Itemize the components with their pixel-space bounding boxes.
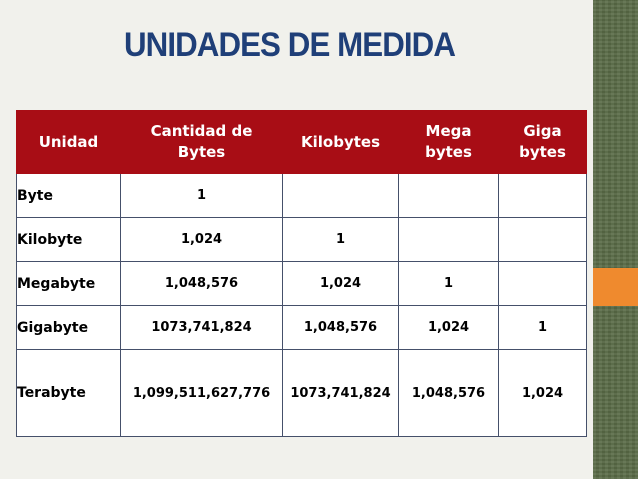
megabytes-cell: 1,024 [399, 306, 499, 350]
megabytes-cell [399, 174, 499, 218]
unit-name-cell: Byte [17, 174, 121, 218]
bytes-cell: 1 [121, 174, 283, 218]
kilobytes-cell: 1 [283, 218, 399, 262]
header-label: Mega [425, 122, 472, 140]
table-row [17, 218, 587, 262]
bytes-cell: 1,048,576 [121, 262, 283, 306]
kilobytes-cell: 1,048,576 [283, 306, 399, 350]
unit-name-cell: Megabyte [17, 262, 121, 306]
table-row [17, 174, 587, 218]
units-table [16, 110, 587, 437]
header-label: Bytes [177, 143, 226, 161]
gigabytes-cell [499, 262, 587, 306]
header-kilobytes [283, 111, 399, 174]
unit-name-cell: Gigabyte [17, 306, 121, 350]
megabytes-cell [399, 218, 499, 262]
header-megabytes [399, 111, 499, 174]
header-label: Cantidad de [150, 122, 253, 140]
table-header-row [17, 111, 587, 174]
kilobytes-cell: 1073,741,824 [283, 350, 399, 437]
kilobytes-cell [283, 174, 399, 218]
header-label: bytes [425, 143, 472, 161]
header-unidad [17, 111, 121, 174]
bytes-cell: 1,099,511,627,776 [121, 350, 283, 437]
page-title: UNIDADES DE MEDIDA [124, 26, 456, 64]
table-row [17, 350, 587, 437]
bytes-cell: 1073,741,824 [121, 306, 283, 350]
table-row [17, 262, 587, 306]
table-row [17, 306, 587, 350]
header-label: Unidad [38, 132, 99, 151]
header-gigabytes [499, 111, 587, 174]
gigabytes-cell [499, 218, 587, 262]
megabytes-cell: 1,048,576 [399, 350, 499, 437]
header-label: Giga [523, 122, 562, 140]
megabytes-cell: 1 [399, 262, 499, 306]
header-label: Kilobytes [301, 132, 380, 151]
gigabytes-cell: 1 [499, 306, 587, 350]
unit-name-cell: Terabyte [17, 350, 121, 437]
header-cantidad-bytes [121, 111, 283, 174]
decorative-sidebar [593, 0, 638, 479]
bytes-cell: 1,024 [121, 218, 283, 262]
gigabytes-cell [499, 174, 587, 218]
kilobytes-cell: 1,024 [283, 262, 399, 306]
gigabytes-cell: 1,024 [499, 350, 587, 437]
accent-block [593, 268, 638, 306]
unit-name-cell: Kilobyte [17, 218, 121, 262]
header-label: bytes [519, 143, 566, 161]
